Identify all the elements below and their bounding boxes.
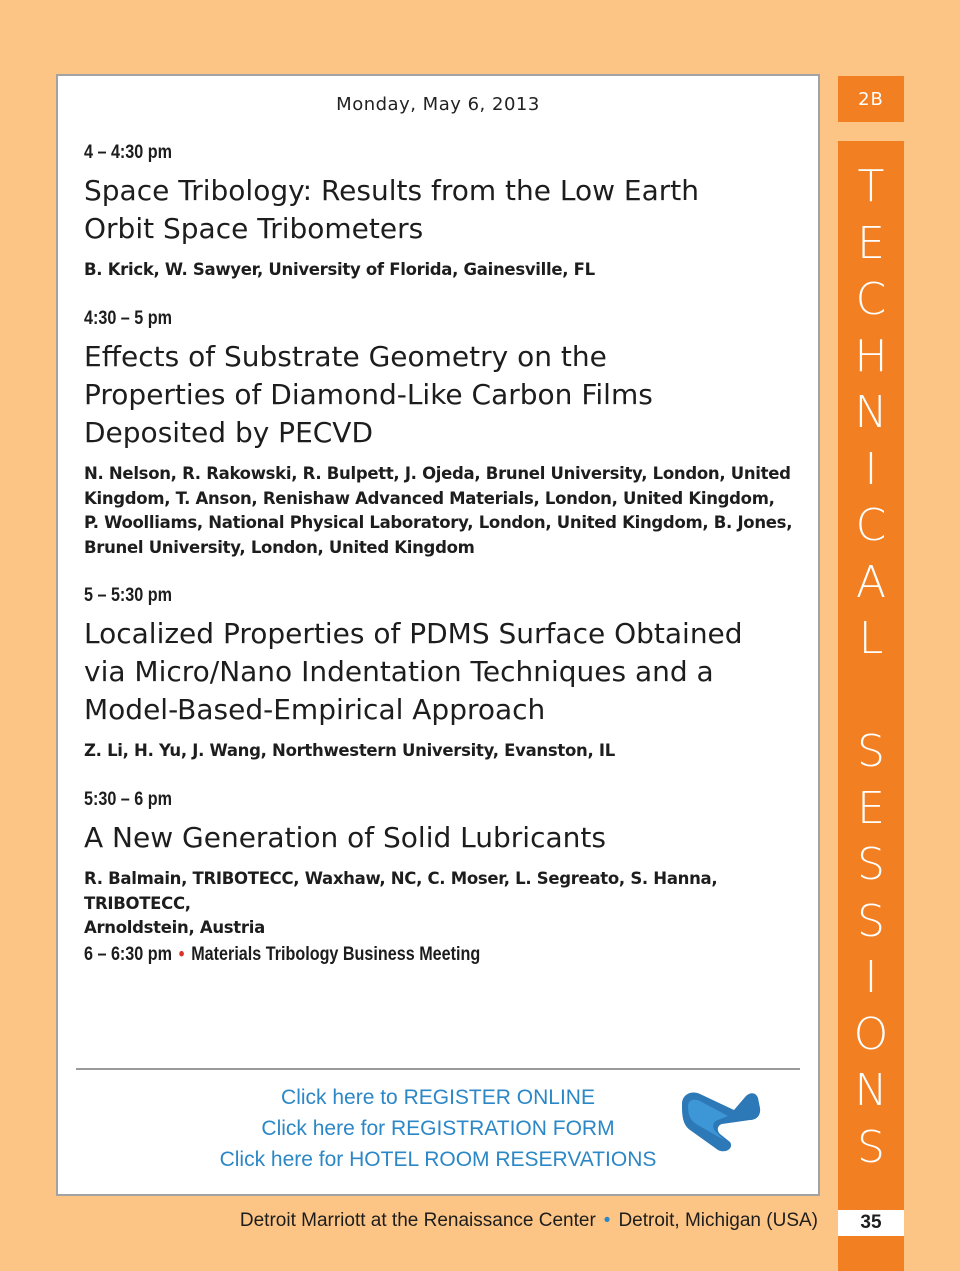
sidebar-letter: I <box>864 443 878 495</box>
sidebar-letter: S <box>857 839 885 890</box>
register-online-link[interactable]: Click here to REGISTER ONLINE <box>281 1086 595 1109</box>
sidebar-letter: C <box>855 500 887 551</box>
sidebar-letter: L <box>858 613 884 664</box>
session-authors-line: R. Balmain, TRIBOTECC, Waxhaw, NC, C. Moser, L. Segreato, S. Hanna, TRIBOTECC, <box>84 869 718 913</box>
sidebar-letter <box>838 668 904 725</box>
sidebar-letter: H <box>854 330 888 382</box>
sidebar-label <box>838 159 904 1176</box>
session-1 <box>84 142 798 283</box>
registration-form-link[interactable]: Click here for REGISTRATION FORM <box>261 1117 615 1140</box>
session-title-line: Orbit Space Tribometers <box>84 212 424 245</box>
session-authors-line: Z. Li, H. Yu, J. Wang, Northwestern University, Evanston, IL <box>84 741 615 760</box>
section-sidebar <box>838 141 904 1271</box>
session-authors <box>84 462 798 560</box>
session-time: 5:30 – 6 pm <box>84 789 172 810</box>
session-authors <box>84 867 798 941</box>
arrow-left-icon <box>678 1086 762 1156</box>
business-meeting-label: Materials Tribology Business Meeting <box>191 944 481 965</box>
session-title <box>84 615 798 729</box>
sidebar-letter: S <box>857 726 885 777</box>
sidebar-letter: N <box>854 1065 888 1116</box>
business-meeting-time: 6 – 6:30 pm <box>84 944 172 965</box>
sidebar-letter: S <box>857 895 885 947</box>
session-title <box>84 819 798 857</box>
footer <box>0 1210 820 1232</box>
session-title <box>84 338 798 452</box>
session-title-line: Effects of Substrate Geometry on the <box>84 340 607 373</box>
session-authors-line: Kingdom, T. Anson, Renishaw Advanced Materials, London, United Kingdom, <box>84 488 775 508</box>
sidebar-letter: E <box>857 782 885 834</box>
session-title-line: A New Generation of Solid Lubricants <box>84 821 606 854</box>
session-authors-line: B. Krick, W. Sawyer, University of Florida, Gainesville, FL <box>84 260 595 279</box>
divider <box>76 1068 800 1070</box>
page-number: 35 <box>838 1210 904 1236</box>
program-card <box>56 74 820 1196</box>
sidebar-letter: I <box>864 952 878 1003</box>
business-meeting <box>84 944 480 966</box>
session-time: 4:30 – 5 pm <box>84 308 172 329</box>
session-authors-line: Brunel University, London, United Kingdom <box>84 537 475 557</box>
sidebar-letter: O <box>853 1008 889 1060</box>
session-title-line: Deposited by PECVD <box>84 416 374 449</box>
hotel-reservations-link[interactable]: Click here for HOTEL ROOM RESERVATIONS <box>219 1148 657 1171</box>
session-title-line: Space Tribology: Results from the Low Earth <box>84 174 700 207</box>
session-authors <box>84 739 798 764</box>
session-title-line: Localized Properties of PDMS Surface Obtained <box>84 617 743 650</box>
bullet-icon: • <box>178 944 185 965</box>
footer-venue: Detroit Marriott at the Renaissance Center <box>239 1210 596 1231</box>
session-authors-line: N. Nelson, R. Rakowski, R. Bulpett, J. Ojeda, Brunel University, London, United <box>84 464 791 483</box>
session-title-line: via Micro/Nano Indentation Techniques and a <box>84 655 714 688</box>
session-title <box>84 172 798 248</box>
footer-city: Detroit, Michigan (USA) <box>618 1210 818 1231</box>
session-time: 4 – 4:30 pm <box>84 142 172 163</box>
sidebar-letter: A <box>855 556 887 608</box>
session-4 <box>84 789 798 941</box>
session-3 <box>84 585 798 764</box>
schedule-date: Monday, May 6, 2013 <box>336 94 540 115</box>
session-authors <box>84 258 798 283</box>
sidebar-letter: S <box>857 1121 885 1173</box>
session-authors-line: Arnoldstein, Austria <box>84 918 265 937</box>
session-authors-line: P. Woolliams, National Physical Laboratory, London, United Kingdom, B. Jones, <box>84 513 793 532</box>
sidebar-letter: T <box>857 161 885 212</box>
session-title-line: Model-Based-Empirical Approach <box>84 693 546 726</box>
sidebar-letter: C <box>855 274 887 325</box>
session-title-line: Properties of Diamond-Like Carbon Films <box>84 378 653 411</box>
section-code: 2B <box>838 76 904 122</box>
sidebar-letter: E <box>857 217 885 269</box>
session-2 <box>84 308 798 560</box>
footer-separator: • <box>603 1210 611 1231</box>
session-time: 5 – 5:30 pm <box>84 585 172 606</box>
sidebar-letter: N <box>854 387 888 438</box>
